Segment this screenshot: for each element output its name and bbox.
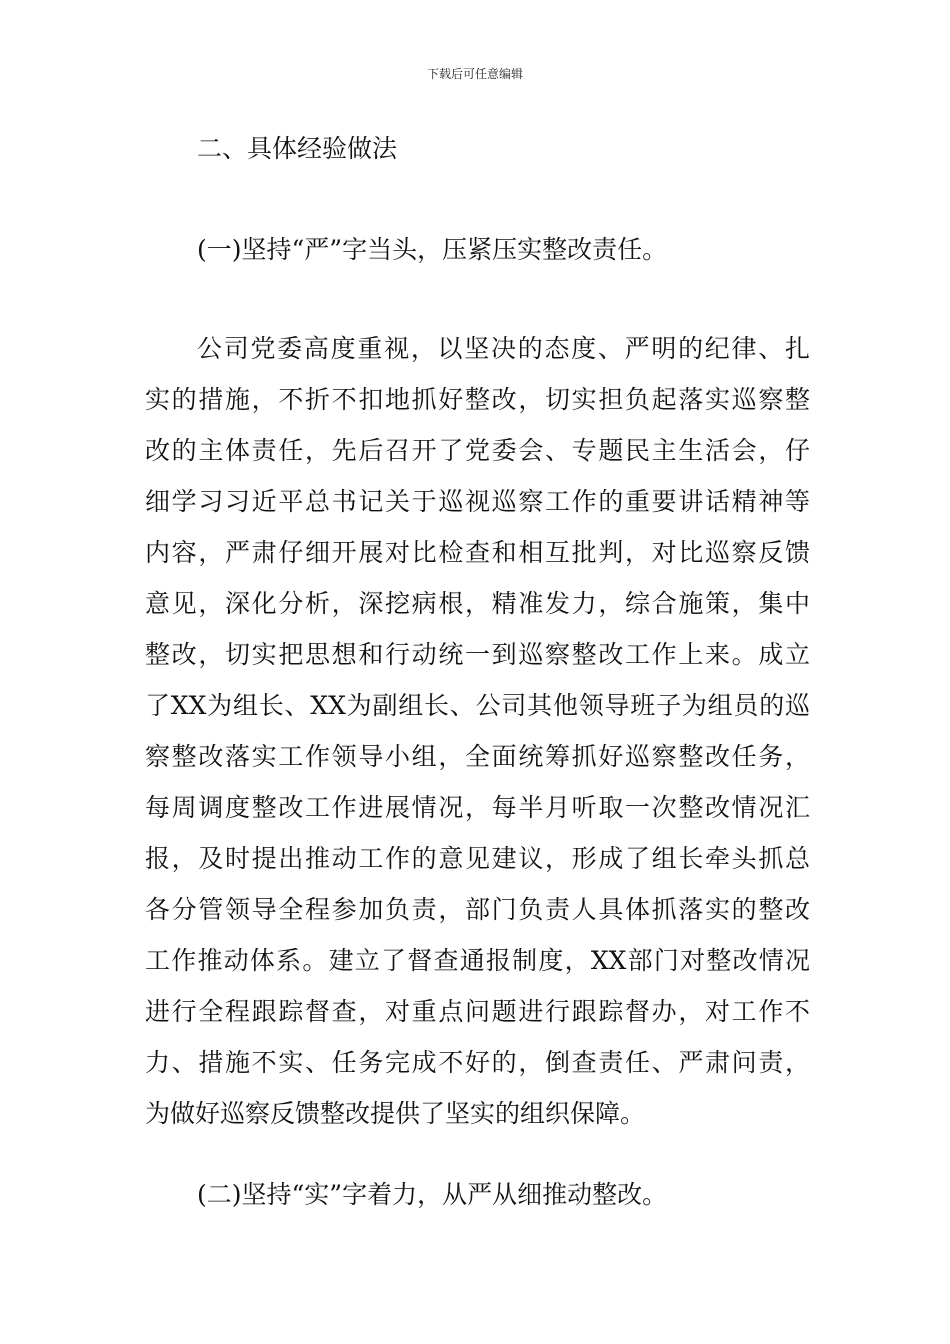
paragraph-line: 了XX为组长、XX为副组长、公司其他领导班子为组员的巡 bbox=[145, 691, 810, 720]
subheading-2: (二)坚持“实”字着力，从严从细推动整改。 bbox=[197, 1180, 668, 1209]
paragraph-line: 内容，严肃仔细开展对比检查和相互批判，对比巡察反馈 bbox=[145, 538, 810, 567]
paragraph-line: 报，及时提出推动工作的意见建议，形成了组长牵头抓总 bbox=[145, 844, 810, 873]
paragraph-line: 公司党委高度重视，以坚决的态度、严明的纪律、扎 bbox=[197, 334, 810, 363]
body-paragraph bbox=[145, 331, 810, 1147]
paragraph-line: 每周调度整改工作进展情况，每半月听取一次整改情况汇 bbox=[145, 793, 810, 822]
subheading-1: (一)坚持“严”字当头，压紧压实整改责任。 bbox=[197, 235, 668, 264]
paragraph-line: 工作推动体系。建立了督查通报制度，XX部门对整改情况 bbox=[145, 946, 810, 975]
paragraph-line: 力、措施不实、任务完成不好的，倒查责任、严肃问责， bbox=[145, 1048, 810, 1077]
paragraph-line: 整改，切实把思想和行动统一到巡察整改工作上来。成立 bbox=[145, 640, 810, 669]
paragraph-line: 察整改落实工作领导小组，全面统筹抓好巡察整改任务， bbox=[145, 742, 810, 771]
paragraph-line: 进行全程跟踪督查，对重点问题进行跟踪督办，对工作不 bbox=[145, 997, 810, 1026]
paragraph-line: 细学习习近平总书记关于巡视巡察工作的重要讲话精神等 bbox=[145, 487, 810, 516]
paragraph-line: 实的措施，不折不扣地抓好整改，切实担负起落实巡察整 bbox=[145, 385, 810, 414]
paragraph-line: 各分管领导全程参加负责，部门负责人具体抓落实的整改 bbox=[145, 895, 810, 924]
paragraph-line: 意见，深化分析，深挖病根，精准发力，综合施策，集中 bbox=[145, 589, 810, 618]
paragraph-line: 改的主体责任，先后召开了党委会、专题民主生活会，仔 bbox=[145, 436, 810, 465]
section-heading: 二、具体经验做法 bbox=[197, 134, 398, 163]
paragraph-line: 为做好巡察反馈整改提供了坚实的组织保障。 bbox=[145, 1099, 646, 1128]
header-note: 下载后可任意编辑 bbox=[426, 67, 523, 81]
